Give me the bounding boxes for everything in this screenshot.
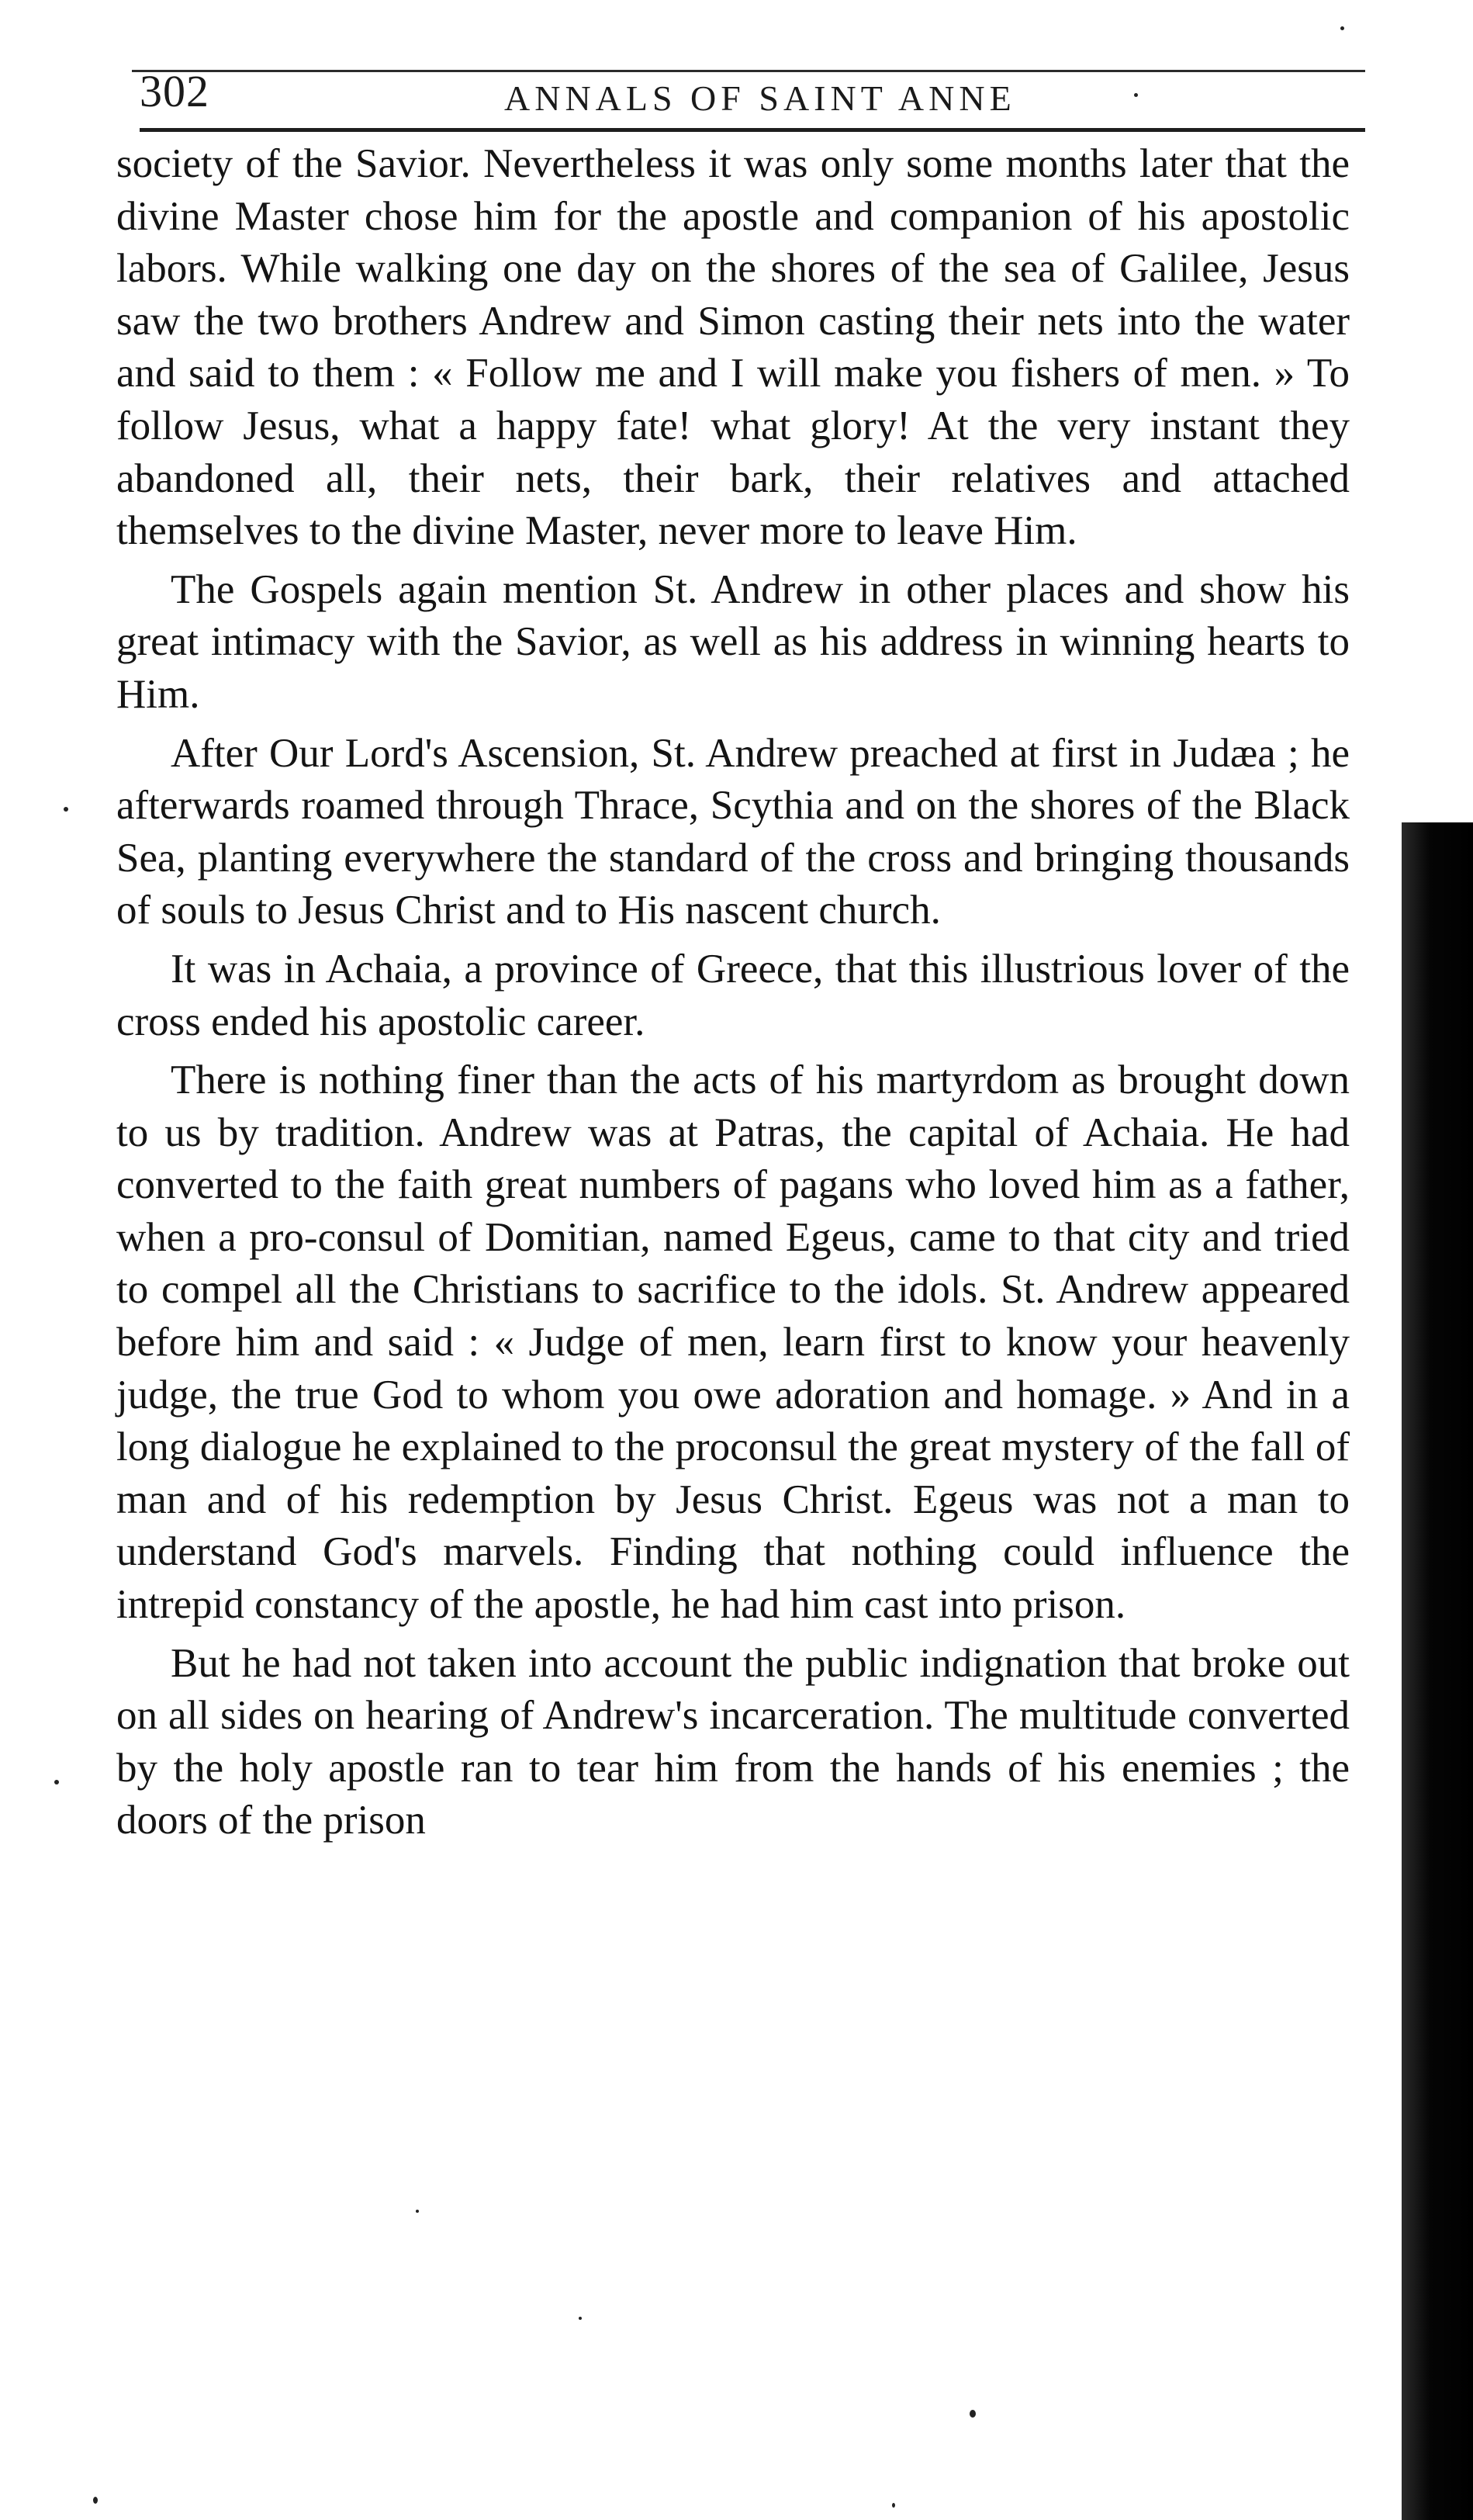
page-edge-shadow	[1402, 822, 1473, 2520]
scan-speck	[416, 2210, 419, 2213]
scan-speck	[54, 1780, 59, 1784]
scan-speck	[579, 2317, 582, 2320]
page-number: 302	[140, 66, 209, 116]
scan-speck	[892, 2503, 895, 2508]
scan-speck	[970, 2410, 976, 2418]
paragraph: There is nothing finer than the acts of his martyrdom as brought down to us by tradition. Andrew was at Patras, the capital of Achaia. He had converted to the faith great numbers of pagans who loved him as a father, when a pro-consul of Domitian, named Egeus, came to that city and tried to compel all the Christians to sacrifice to the idols. St. Andrew appeared before him and said : « Judge of men, learn first to know your heavenly judge, the true God to whom you owe adoration and homage. » And in a long dialogue he explained to the proconsul the great mystery of the fall of man and of his redemption by Jesus Christ. Egeus was not a man to understand God's marvels. Finding that nothing could influence the intrepid constancy of the apostle, he had him cast into prison.	[116, 1058, 1350, 1628]
scan-speck	[1340, 26, 1344, 30]
scan-speck	[1134, 93, 1138, 97]
scan-speck	[93, 2497, 98, 2504]
header-bottom-rule	[140, 128, 1365, 132]
paragraph: It was in Achaia, a province of Greece, that this illustrious lover of the cross ended his apostolic career.	[116, 946, 1350, 1044]
paragraph: The Gospels again mention St. Andrew in other places and show his great intimacy with the Savior, as well as his address in winning hearts to Him.	[116, 566, 1350, 717]
paragraph: But he had not taken into account the public indignation that broke out on all sides on hearing of Andrew's incarceration. The multitude converted by the holy apostle ran to tear him from the hands of his enemies ; the doors of the prison	[116, 1640, 1350, 1843]
body-text	[116, 138, 1350, 1854]
paragraph: After Our Lord's Ascension, St. Andrew preached at first in Judæa ; he afterwards roamed through Thrace, Scythia and on the shores of the Black Sea, planting everywhere the standard of the cross and bringing thousands of souls to Jesus Christ and to His nascent church.	[116, 730, 1350, 933]
scan-speck	[64, 807, 68, 812]
running-title: ANNALS OF SAINT ANNE	[504, 78, 1016, 118]
paragraph-continued: society of the Savior. Nevertheless it was only some months later that the divine Master chose him for the apostle and companion of his apostolic labors. While walking one day on the shores of the sea of Galilee, Jesus saw the two brothers Andrew and Simon casting their nets into the water and said to them : « Follow me and I will make you fishers of men. » To follow Jesus, what a happy fate! what glory! At the very instant they abandoned all, their nets, their bark, their relatives and attached themselves to the divine Master, never more to leave Him.	[116, 141, 1350, 554]
header-top-rule	[132, 70, 1365, 72]
running-head	[132, 56, 1365, 133]
